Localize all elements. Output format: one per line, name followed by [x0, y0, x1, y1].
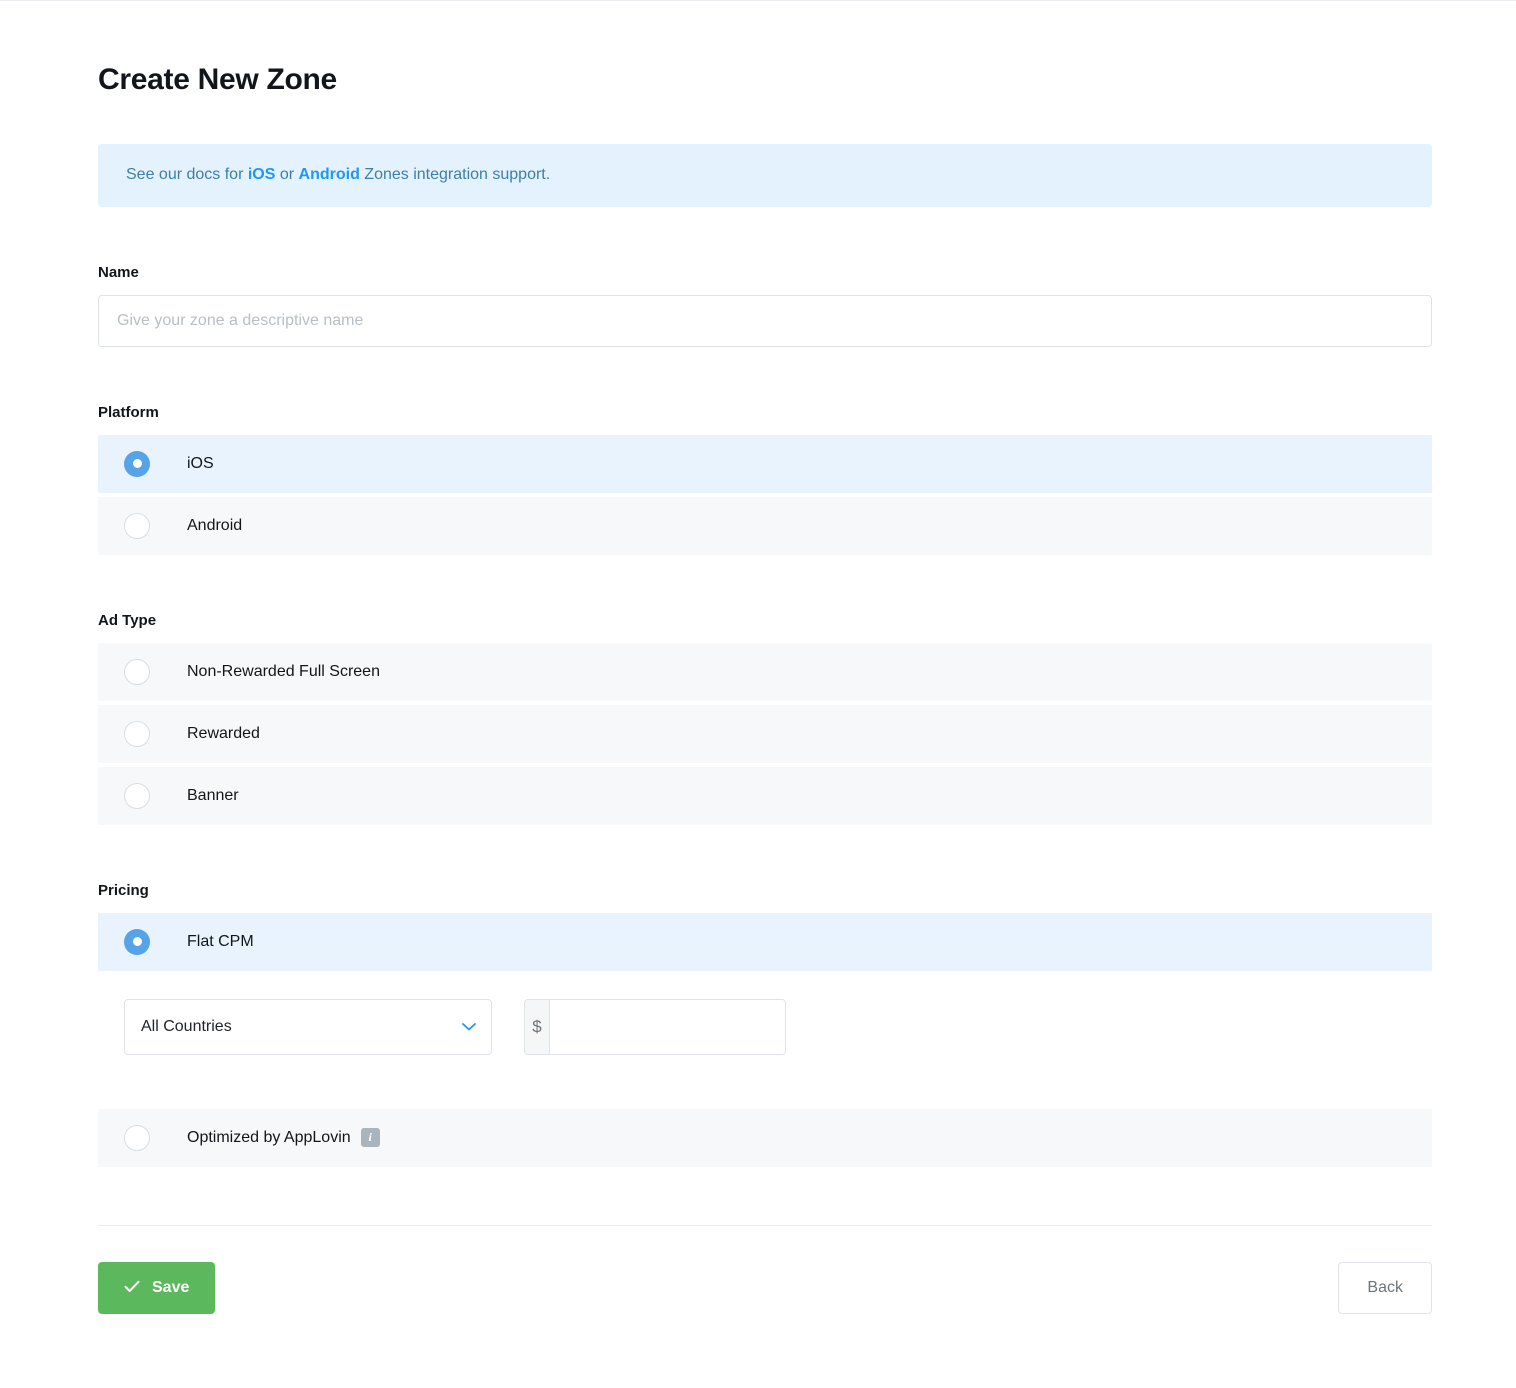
pricing-option-label: Optimized by AppLovin [187, 1128, 351, 1146]
save-button-label: Save [152, 1278, 190, 1296]
platform-option-label: iOS [187, 454, 214, 472]
ad-type-option-non-rewarded-full-screen[interactable] [98, 643, 1432, 701]
ad-type-option-banner[interactable] [98, 767, 1432, 825]
flat-cpm-settings [98, 999, 1432, 1055]
zone-name-input[interactable] [98, 295, 1432, 347]
pricing-option-label: Flat CPM [187, 932, 254, 950]
currency-prefix: $ [525, 1000, 550, 1054]
back-button[interactable]: Back [1338, 1262, 1432, 1314]
info-icon[interactable]: i [361, 1128, 380, 1147]
save-button[interactable] [98, 1262, 215, 1314]
radio-icon[interactable] [124, 513, 150, 539]
ad-type-option-label: Rewarded [187, 724, 260, 742]
platform-option-label: Android [187, 516, 243, 534]
radio-icon[interactable] [124, 1125, 150, 1151]
ad-type-option-label: Banner [187, 786, 239, 804]
pricing-options [98, 913, 1432, 1167]
radio-icon[interactable] [124, 659, 150, 685]
android-docs-link[interactable]: Android [298, 166, 360, 183]
radio-icon[interactable] [124, 929, 150, 955]
banner-suffix-text: Zones integration support. [359, 166, 551, 183]
platform-option-ios[interactable] [98, 435, 1432, 493]
radio-icon[interactable] [124, 783, 150, 809]
country-select[interactable] [124, 999, 492, 1055]
banner-middle-text: or [275, 166, 299, 183]
pricing-option-flat-cpm[interactable] [98, 913, 1432, 971]
docs-info-banner [98, 144, 1432, 207]
radio-icon[interactable] [124, 721, 150, 747]
page-title: Create New Zone [98, 63, 337, 96]
create-zone-form [0, 63, 1516, 1354]
check-icon [124, 1280, 140, 1296]
platform-options [98, 435, 1432, 555]
platform-label: Platform [98, 403, 159, 421]
banner-prefix-text: See our docs for [126, 166, 248, 183]
ios-docs-link[interactable]: iOS [247, 166, 276, 183]
ad-type-label: Ad Type [98, 611, 157, 629]
pricing-label: Pricing [98, 881, 149, 899]
ad-type-options [98, 643, 1432, 825]
cpm-amount-group [524, 999, 786, 1055]
pricing-option-optimized-by-applovin[interactable] [98, 1109, 1432, 1167]
cpm-amount-input[interactable] [550, 1000, 785, 1054]
footer-divider [98, 1225, 1432, 1226]
radio-icon[interactable] [124, 451, 150, 477]
country-select-wrapper[interactable] [124, 999, 492, 1055]
top-divider [0, 0, 1516, 1]
platform-option-android[interactable] [98, 497, 1432, 555]
ad-type-option-label: Non-Rewarded Full Screen [187, 662, 380, 680]
ad-type-option-rewarded[interactable] [98, 705, 1432, 763]
name-label: Name [98, 263, 139, 281]
form-footer [98, 1262, 1432, 1354]
